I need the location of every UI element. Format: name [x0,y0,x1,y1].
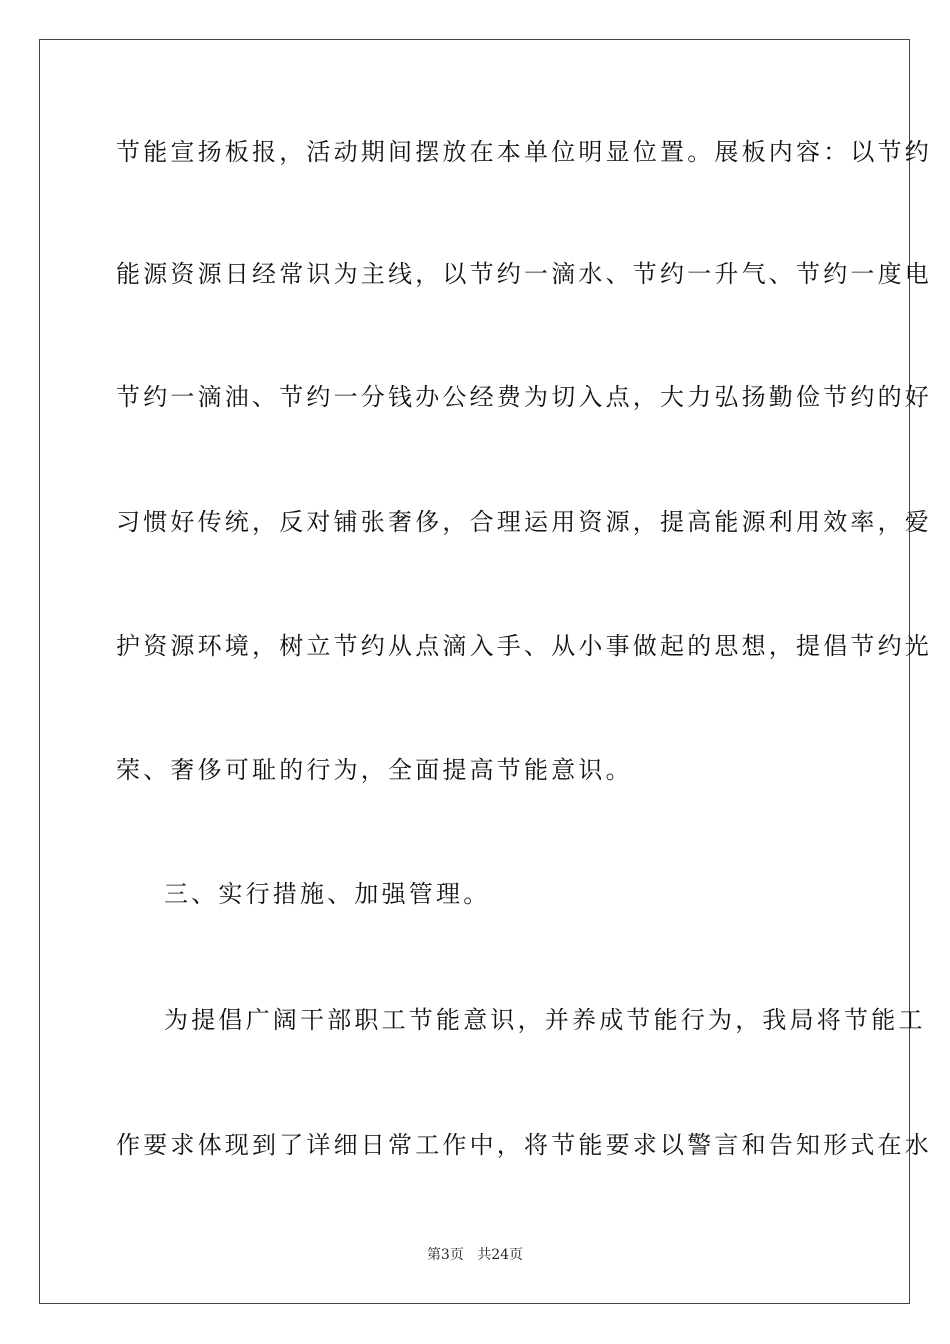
total-pages: 共24页 [477,1247,524,1263]
page-border [39,39,932,1304]
page-number: 第3页 [426,1247,464,1263]
body-text-line: 节能宣扬板报，活动期间摆放在本单位明显位置。展板内容：以节约 [116,138,932,166]
body-text-line: 节约一滴油、节约一分钱办公经费为切入点，大力弘扬勤俭节约的好 [116,383,932,411]
body-text-line: 习惯好传统，反对铺张奢侈，合理运用资源，提高能源利用效率，爱 [116,508,932,536]
section-heading: 三、实行措施、加强管理。 [164,880,491,908]
body-text-line: 作要求体现到了详细日常工作中，将节能要求以警言和告知形式在水 [116,1131,932,1159]
body-text-line: 为提倡广阔干部职工节能意识，并养成节能行为，我局将节能工 [164,1006,926,1034]
body-text-line: 护资源环境，树立节约从点滴入手、从小事做起的思想，提倡节约光 [116,632,932,660]
body-text-line: 荣、奢侈可耻的行为，全面提高节能意识。 [116,756,633,784]
body-text-line: 能源资源日经常识为主线，以节约一滴水、节约一升气、节约一度电 [116,260,932,288]
page-footer [0,1246,950,1264]
